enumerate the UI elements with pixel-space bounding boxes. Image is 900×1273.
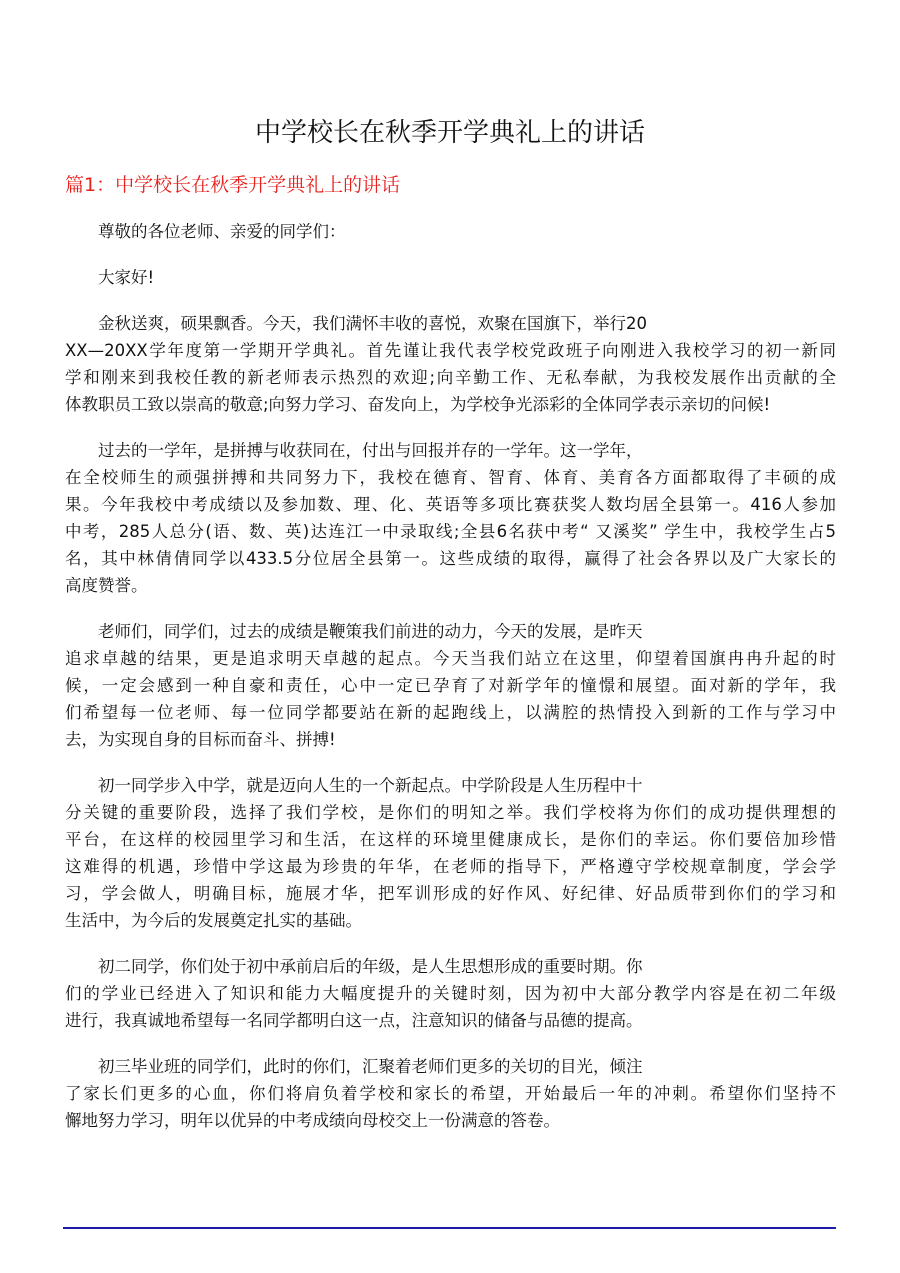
text-line: 这难得的机遇，珍惜中学这最为珍贵的年华，在老师的指导下，严格遵守学校规章制度，学会学 <box>65 857 836 876</box>
paragraph <box>65 310 836 418</box>
paragraph <box>65 264 836 291</box>
text-line: 尊敬的各位老师、亲爱的同学们： <box>98 222 346 241</box>
text-line: 初三毕业班的同学们，此时的你们，汇聚着老师们更多的关切的目光，倾注 <box>98 1057 643 1076</box>
text-line: 习，学会做人，明确目标，施展才华，把军训形成的好作风、好纪律、好品质带到你们的学习和 <box>65 884 836 903</box>
text-line: 大家好! <box>98 268 155 287</box>
text-line: 初一同学步入中学，就是迈向人生的一个新起点。中学阶段是人生历程中十 <box>98 776 643 795</box>
text-line: 进行，我真诚地希望每一名同学都明白这一点，注意知识的储备与品德的提高。 <box>65 1011 643 1030</box>
text-line: 体教职员工致以崇高的敬意;向努力学习、奋发向上，为学校争光添彩的全体同学表示亲切的问候! <box>65 395 771 414</box>
text-line: 中考，285人总分(语、数、英)达连江一中录取线;全县6名获中考“ 又溪奖” 学生中，我校学生占5 <box>65 522 836 541</box>
text-line: 候，一定会感到一种自豪和责任，心中一定已孕育了对新学年的憧憬和展望。面对新的学年，我 <box>65 676 836 695</box>
text-line: 们的学业已经进入了知识和能力大幅度提升的关键时刻，因为初中大部分教学内容是在初二年级 <box>65 984 836 1003</box>
text-line: 们希望每一位老师、每一位同学都要站在新的起跑线上，以满腔的热情投入到新的工作与学习中 <box>65 703 836 722</box>
paragraph <box>65 218 836 245</box>
paragraph <box>65 953 836 1034</box>
text-line: 懈地努力学习，明年以优异的中考成绩向母校交上一份满意的答卷。 <box>65 1111 560 1130</box>
paragraph <box>65 1053 836 1134</box>
text-line: 学和刚来到我校任教的新老师表示热烈的欢迎;向辛勤工作、无私奉献，为我校发展作出贡献的全 <box>65 368 836 387</box>
text-line: 老师们，同学们，过去的成绩是鞭策我们前进的动力，今天的发展，是昨天 <box>98 622 643 641</box>
text-line: 去，为实现自身的目标而奋斗、拼搏! <box>65 730 336 749</box>
text-line: 名，其中林倩倩同学以433.5分位居全县第一。这些成绩的取得，赢得了社会各界以及广大家长的 <box>65 549 836 568</box>
section-heading: 篇1：中学校长在秋季开学典礼上的讲话 <box>65 174 401 196</box>
text-line: 了家长们更多的心血，你们将肩负着学校和家长的希望，开始最后一年的冲刺。希望你们坚持不 <box>65 1084 836 1103</box>
text-line: 生活中，为今后的发展奠定扎实的基础。 <box>65 911 362 930</box>
text-line: 过去的一学年，是拼搏与收获同在，付出与回报并存的一学年。这一学年， <box>98 441 643 460</box>
text-line: 在全校师生的顽强拼搏和共同努力下，我校在德育、智育、体育、美育各方面都取得了丰硕的成 <box>65 468 836 487</box>
text-line: 初二同学，你们处于初中承前启后的年级，是人生思想形成的重要时期。你 <box>98 957 643 976</box>
text-line: XX—20XX学年度第一学期开学典礼。首先谨让我代表学校党政班子向刚进入我校学习的初一新同 <box>65 341 836 360</box>
document-body <box>65 218 836 1153</box>
paragraph <box>65 437 836 599</box>
text-line: 高度赞誉。 <box>65 576 148 595</box>
document-title: 中学校长在秋季开学典礼上的讲话 <box>254 118 645 148</box>
text-line: 平台，在这样的校园里学习和生活，在这样的环境里健康成长，是你们的幸运。你们要倍加珍惜 <box>65 830 836 849</box>
text-line: 金秋送爽，硕果飘香。今天，我们满怀丰收的喜悦，欢聚在国旗下，举行20 <box>98 314 647 333</box>
paragraph <box>65 618 836 753</box>
text-line: 追求卓越的结果，更是追求明天卓越的起点。今天当我们站立在这里，仰望着国旗冉冉升起的时 <box>65 649 836 668</box>
footer-rule <box>63 1227 836 1229</box>
text-line: 分关键的重要阶段，选择了我们学校，是你们的明知之举。我们学校将为你们的成功提供理想的 <box>65 803 836 822</box>
text-line: 果。今年我校中考成绩以及参加数、理、化、英语等多项比赛获奖人数均居全县第一。416人参加 <box>65 495 836 514</box>
paragraph <box>65 772 836 934</box>
